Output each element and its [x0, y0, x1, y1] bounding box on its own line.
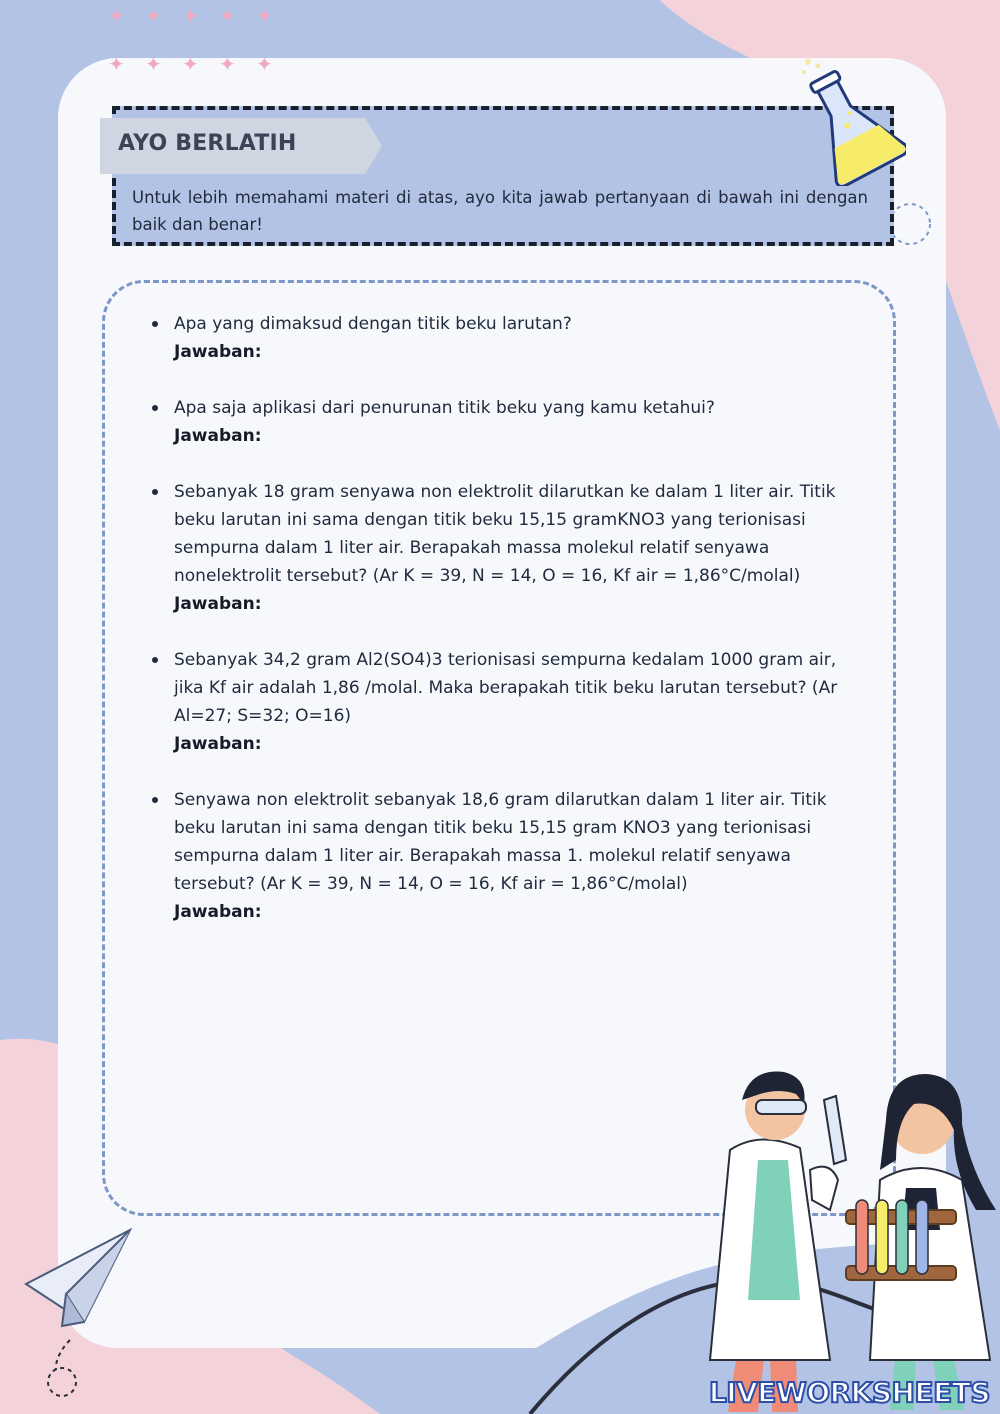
star-icon: ✦ — [108, 4, 125, 28]
male-scientist — [710, 1072, 846, 1412]
star-icon: ✦ — [219, 4, 236, 28]
star-icon: ✦ — [182, 4, 199, 28]
star-icon: ✦ — [219, 52, 236, 76]
star-icon: ✦ — [256, 4, 273, 28]
list-item — [148, 394, 848, 450]
answer-label: Jawaban: — [174, 594, 262, 614]
female-scientist — [846, 1074, 996, 1410]
instruction-text: Untuk lebih memahami materi di atas, ayo kita jawab pertanyaan di bawah ini dengan baik dan benar! — [132, 188, 868, 234]
answer-label: Jawaban: — [174, 342, 262, 362]
question-list — [148, 310, 848, 926]
scientists-illustration — [700, 1060, 1000, 1414]
liveworksheets-logo[interactable]: LIVEWORKSHEETS — [708, 1376, 990, 1409]
star-icon: ✦ — [145, 52, 162, 76]
list-item — [148, 786, 848, 926]
paper-plane-icon — [22, 1226, 134, 1330]
answer-label: Jawaban: — [174, 426, 262, 446]
question-text: Apa yang dimaksud dengan titik beku larutan? — [174, 314, 572, 334]
question-text: Senyawa non elektrolit sebanyak 18,6 gram dilarutkan dalam 1 liter air. Titik beku larutan ini sama dengan titik beku 15,15 gram KNO3 yang terionisasi sempurna dalam 1 liter air. Berapakah massa 1. molekul relatif senyawa tersebut? (Ar K = 39, N = 14, O = 16, Kf air = 1,86°C/molal) — [174, 790, 827, 894]
question-text: Sebanyak 18 gram senyawa non elektrolit dilarutkan ke dalam 1 liter air. Titik beku larutan ini sama dengan titik beku 15,15 gramKNO3 yang terionisasi sempurna dalam 1 liter air. Berapakah massa molekul relatif senyawa nonelektrolit tersebut? (Ar K = 39, N = 14, O = 16, Kf air = 1,86°C/molal) — [174, 482, 836, 586]
page-title: AYO BERLATIH — [118, 131, 297, 156]
answer-label: Jawaban: — [174, 902, 262, 922]
list-item — [148, 310, 848, 366]
question-text: Sebanyak 34,2 gram Al2(SO4)3 terionisasi sempurna kedalam 1000 gram air, jika Kf air adalah 1,86 /molal. Maka berapakah titik beku larutan tersebut? (Ar Al=27; S=32; O=16) — [174, 650, 838, 726]
list-item — [148, 478, 848, 618]
flask-icon — [796, 56, 906, 186]
star-icon: ✦ — [145, 4, 162, 28]
star-icon: ✦ — [108, 52, 125, 76]
question-text: Apa saja aplikasi dari penurunan titik beku yang kamu ketahui? — [174, 398, 715, 418]
star-icon: ✦ — [182, 52, 199, 76]
answer-label: Jawaban: — [174, 734, 262, 754]
list-item — [148, 646, 848, 758]
star-icon: ✦ — [256, 52, 273, 76]
